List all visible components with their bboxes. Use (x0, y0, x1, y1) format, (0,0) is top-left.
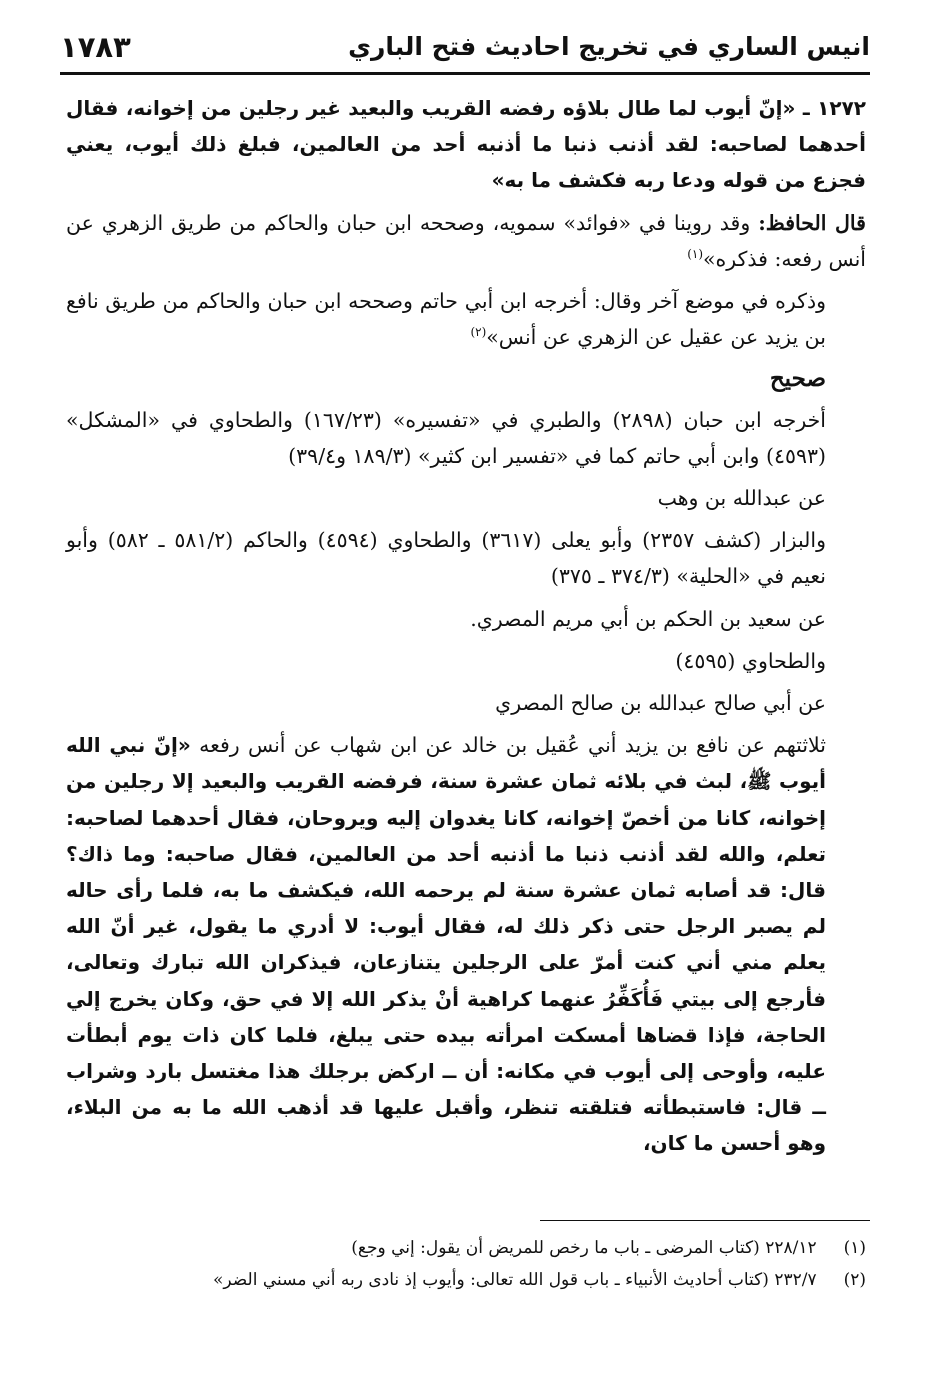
final-intro: ثلاثتهم عن نافع بن يزيد أني عُقيل بن خالد عن ابن شهاب عن أنس رفعه (199, 733, 826, 758)
page-number: ١٧٨٣ (60, 30, 131, 64)
running-title: انيس الساري في تخريج احاديث فتح الباري (348, 32, 870, 61)
final-hadith-text: «إنّ نبي الله أيوب ﷺ، لبث في بلائه ثمان عشرة سنة، فرفضه القريب والبعيد إلا رجلين من إخوانه، كانا من أخصّ إخوانه، كانا يغدوان إليه ويروحان، فقال أحدهما لصاحبه: تعلم، والله لقد أذنب ذنبا ما أذنبه أحد من العالمين، فقال صاحبه: وما ذاك؟ قال: قد أصابه ثمان عشرة سنة لم يرحمه الله، فيكشف ما به، فلما رأى حاله لم يصبر الرجل حتى ذكر ذلك له، فقال أيوب: لا أدري ما يقول، غير أنّ الله يعلم مني أني كنت أمرّ على الرجلين يتنازعان، فيذكران الله تبارك وتعالى، فأرجع إلى بيتي فَأُكَفِّرُ عنهما كراهية أنْ يذكر الله إلا في حق، وكان يخرج إلي الحاجة، فإذا قضاها أمسكت امرأته بيده حتى يبلغ، فلما كان ذات يوم أبطأت عليه، وأوحى إلى أيوب في مكانه: أن ــ اركض برجلك هذا مغتسل بارد وشراب ــ قال: فاستبطأته فتلقته تنظر، وأقبل عليها قد أذهب الله ما به من البلاء، وهو أحسن ما كان، (66, 733, 826, 1156)
hafiz-paragraph (66, 205, 866, 277)
footnote-rule (540, 1220, 870, 1221)
other-place-text: وذكره في موضع آخر وقال: أخرجه ابن أبي حاتم وصححه ابن حبان والحاكم من طريق نافع بن يزيد عن عقيل عن الزهري عن أنس» (66, 289, 826, 350)
footnote-number: (١) (843, 1238, 866, 1258)
hadith-number: ١٢٧٢ ـ (802, 96, 866, 120)
hadith-paragraph (66, 90, 866, 199)
takhrij-line: والطحاوي (٤٥٩٥) (675, 648, 826, 673)
takhrij-line: عن أبي صالح عبدالله بن صالح المصري (495, 691, 826, 716)
hafiz-text: وقد روينا في «فوائد» سمويه، وصححه ابن حبان والحاكم من طريق الزهري عن أنس رفعه: فذكره» (66, 210, 866, 271)
footnote-text: ٢٣٢/٧ (كتاب أحاديث الأنبياء ـ باب قول الله تعالى: وأيوب إذ نادى ربه أني مسني الضر» (213, 1270, 817, 1290)
footnote-text: ٢٢٨/١٢ (كتاب المرضى ـ باب ما رخص للمريض أن يقول: إني وجع) (351, 1238, 817, 1258)
footnote-ref-1: (١) (687, 246, 704, 261)
final-paragraph (66, 727, 866, 1161)
hadith-text: «إنّ أيوب لما طال بلاؤه رفضه القريب والبعيد غير رجلين من إخوانه، فقال أحدهما لصاحبه: لقد أذنب ذنبا ما أذنبه أحد من العالمين، فبلغ ذلك أيوب، يعني فجزع من قوله ودعا ربه فكشف ما به» (66, 96, 866, 193)
takhrij-line: أخرجه ابن حبان (٢٨٩٨) والطبري في «تفسيره» (١٦٧/٢٣) والطحاوي في «المشكل» (٤٥٩٣) وابن أبي حاتم كما في «تفسير ابن كثير» (١٨٩/٣ و٣٩/٤) (66, 407, 826, 468)
takhrij-line: والبزار (كشف ٢٣٥٧) وأبو يعلى (٣٦١٧) والطحاوي (٤٥٩٤) والحاكم (٥٨١/٢ ـ ٥٨٢) وأبو نعيم في «الحلية» (٣٧٤/٣ ـ ٣٧٥) (66, 528, 826, 589)
grade-heading: صحيح (769, 365, 826, 393)
other-place-paragraph (66, 283, 866, 355)
footnote-ref-2: (٢) (470, 325, 487, 340)
footnotes (66, 1232, 866, 1296)
hafiz-label: قال الحافظ: (758, 210, 866, 235)
takhrij-line: عن سعيد بن الحكم بن أبي مريم المصري. (470, 606, 826, 631)
main-text (66, 90, 866, 1168)
footnote-number: (٢) (843, 1270, 866, 1290)
footnote (66, 1232, 866, 1264)
page-header (60, 30, 870, 75)
footnote (66, 1264, 866, 1296)
takhrij-line: عن عبدالله بن وهب (657, 486, 826, 511)
